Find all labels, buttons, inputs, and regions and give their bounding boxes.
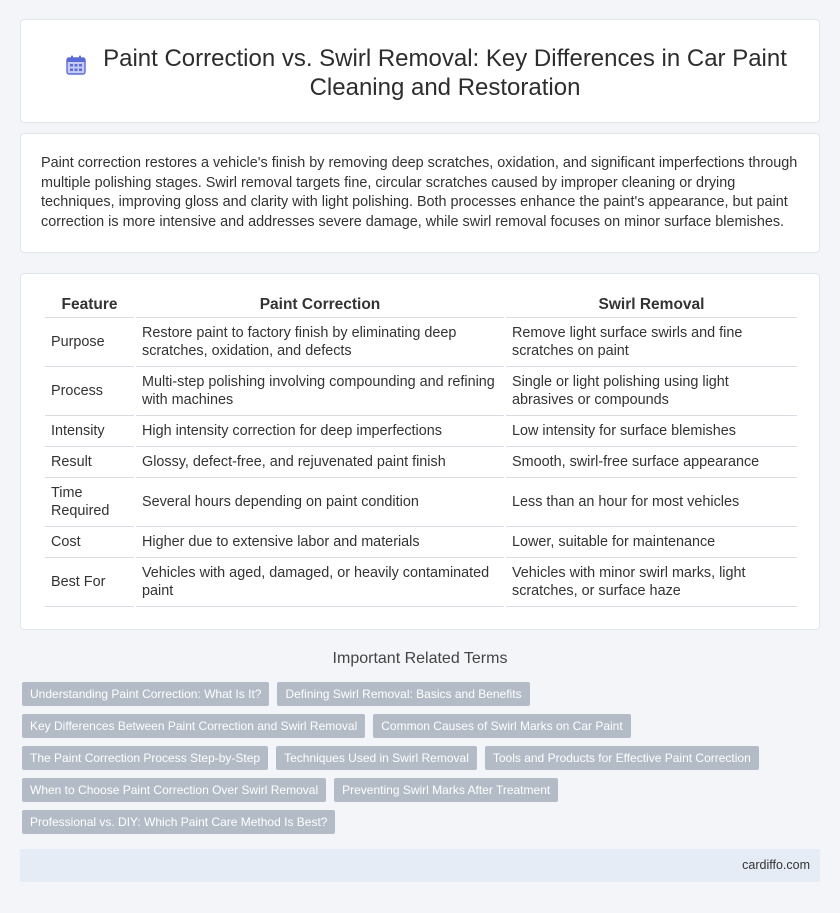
related-term-tag[interactable]: Tools and Products for Effective Paint Correction [485,746,759,770]
table-row [45,478,797,527]
row-swirl-removal: Lower, suitable for maintenance [506,527,797,558]
related-term-tag[interactable]: Techniques Used in Swirl Removal [276,746,477,770]
row-swirl-removal: Single or light polishing using light abrasives or compounds [506,367,797,416]
row-swirl-removal: Less than an hour for most vehicles [506,478,797,527]
tag-row [22,714,822,738]
related-term-tag[interactable]: Common Causes of Swirl Marks on Car Paint [373,714,630,738]
row-feature: Result [45,447,134,478]
intro-text: Paint correction restores a vehicle's finish by removing deep scratches, oxidation, and significant imperfections through multiple polishing stages. Swirl removal targets fine, circular scratches caused by improper cleaning or drying techniques, improving gloss and clarity with light polishing. Both processes enhance the paint's appearance, but paint correction is more intensive and addresses severe damage, while swirl removal focuses on minor surface blemishes. [41,155,798,230]
row-paint-correction: Restore paint to factory finish by eliminating deep scratches, oxidation, and defects [136,318,504,367]
header-swirl-removal: Swirl Removal [506,296,797,318]
comparison-table [43,296,799,607]
related-term-tag[interactable]: The Paint Correction Process Step-by-Step [22,746,268,770]
row-paint-correction: Higher due to extensive labor and materials [136,527,504,558]
table-row [45,367,797,416]
table-row [45,558,797,607]
row-feature: Best For [45,558,134,607]
related-term-tag[interactable]: When to Choose Paint Correction Over Swirl Removal [22,778,326,802]
intro-card [20,133,820,253]
calendar-icon [65,54,87,76]
tag-row [22,682,822,706]
row-feature: Cost [45,527,134,558]
related-terms-list [22,682,822,842]
row-swirl-removal: Remove light surface swirls and fine scratches on paint [506,318,797,367]
related-term-tag[interactable]: Preventing Swirl Marks After Treatment [334,778,558,802]
related-term-tag[interactable]: Defining Swirl Removal: Basics and Benefits [277,682,529,706]
footer [20,849,820,882]
related-term-tag[interactable]: Professional vs. DIY: Which Paint Care Method Is Best? [22,810,335,834]
row-paint-correction: High intensity correction for deep imperfections [136,416,504,447]
title-card [20,19,820,123]
row-feature: Intensity [45,416,134,447]
table-row [45,447,797,478]
row-feature: Purpose [45,318,134,367]
row-swirl-removal: Low intensity for surface blemishes [506,416,797,447]
row-feature: Time Required [45,478,134,527]
row-paint-correction: Several hours depending on paint condition [136,478,504,527]
header-paint-correction: Paint Correction [136,296,504,318]
row-paint-correction: Vehicles with aged, damaged, or heavily contaminated paint [136,558,504,607]
tag-row [22,746,822,770]
footer-site-link[interactable]: cardiffo.com [742,858,810,872]
header-feature: Feature [45,296,134,318]
table-header-row [45,296,797,318]
related-term-tag[interactable]: Key Differences Between Paint Correction and Swirl Removal [22,714,365,738]
row-swirl-removal: Smooth, swirl-free surface appearance [506,447,797,478]
table-row [45,527,797,558]
related-terms-heading: Important Related Terms [332,650,508,667]
tag-row [22,778,822,802]
table-row [45,416,797,447]
title-wrap [21,44,819,102]
comparison-card [20,273,820,630]
related-term-tag[interactable]: Understanding Paint Correction: What Is It? [22,682,269,706]
row-paint-correction: Glossy, defect-free, and rejuvenated paint finish [136,447,504,478]
tag-row [22,810,822,834]
row-swirl-removal: Vehicles with minor swirl marks, light scratches, or surface haze [506,558,797,607]
page-title: Paint Correction vs. Swirl Removal: Key Differences in Car Paint Cleaning and Restoration [103,45,787,101]
row-paint-correction: Multi-step polishing involving compounding and refining with machines [136,367,504,416]
row-feature: Process [45,367,134,416]
table-row [45,318,797,367]
